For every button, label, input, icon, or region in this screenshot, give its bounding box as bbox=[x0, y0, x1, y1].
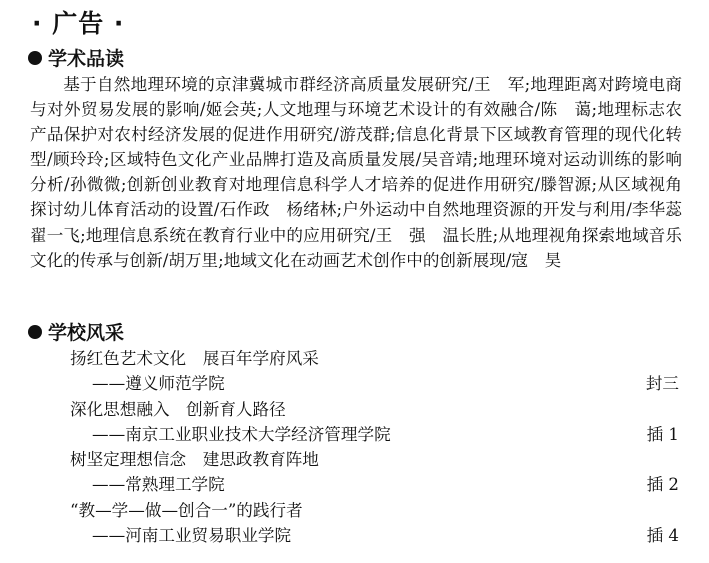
entry-title: 扬红色艺术文化 展百年学府风采 bbox=[70, 349, 319, 368]
entry-organization: ——河南工业贸易职业学院 bbox=[92, 525, 292, 545]
school-entries-list bbox=[0, 346, 709, 548]
bullet-icon bbox=[28, 325, 42, 339]
entry-organization: ——南京工业职业技术大学经济管理学院 bbox=[92, 424, 391, 444]
school-entry bbox=[0, 346, 709, 397]
entry-page: 插 1 bbox=[646, 424, 679, 444]
section-heading-academic bbox=[28, 44, 124, 71]
page-title: · 广告 · bbox=[32, 9, 125, 38]
entry-organization: ——常熟理工学院 bbox=[92, 475, 225, 494]
entry-page: 插 2 bbox=[646, 475, 679, 494]
section-label: 学术品读 bbox=[48, 48, 125, 70]
section-heading-school bbox=[28, 318, 124, 345]
bullet-icon bbox=[28, 51, 42, 65]
entry-title: 深化思想融入 创新育人路径 bbox=[70, 399, 286, 419]
entry-title: “教—学—做—创合一”的践行者 bbox=[70, 500, 303, 520]
academic-articles-list: 基于自然地理环境的京津冀城市群经济高质量发展研究/王 军;地理距离对跨境电商与对外贸易发展的影响/姬会英;人文地理与环境艺术设计的有效融合/陈 蔼;地理标志农产品保护对农村经济发展的促进作用研究/游茂群;信息化背景下区域教育管理的现代化转型/顾玲玲;区域特色文化产业品牌打造及高质量发展/吴音靖;地理环境对运动训练的影响分析/孙微微;创新创业教育对地理信息科学人才培养的促进作用研究/滕智源;从区域视角探讨幼儿体育活动的设置/石作政 杨绪林;户外运动中自然地理资源的开发与利用/李华蕊 翟一飞;地理信息系统在教育行业中的应用研究/王 强 温长胜;从地理视角探索地域音乐文化的传承与创新/胡万里;地域文化在动画艺术创作中的创新展现/寇 昊 bbox=[30, 75, 699, 270]
entry-organization: ——遵义师范学院 bbox=[92, 374, 225, 393]
entry-page: 插 4 bbox=[646, 525, 679, 545]
school-entry bbox=[0, 498, 709, 549]
section-label: 学校风采 bbox=[48, 322, 125, 344]
school-entry bbox=[0, 447, 709, 498]
school-entry bbox=[0, 397, 709, 448]
entry-page: 封三 bbox=[645, 374, 679, 393]
entry-title: 树坚定理想信念 建思政教育阵地 bbox=[70, 450, 319, 469]
